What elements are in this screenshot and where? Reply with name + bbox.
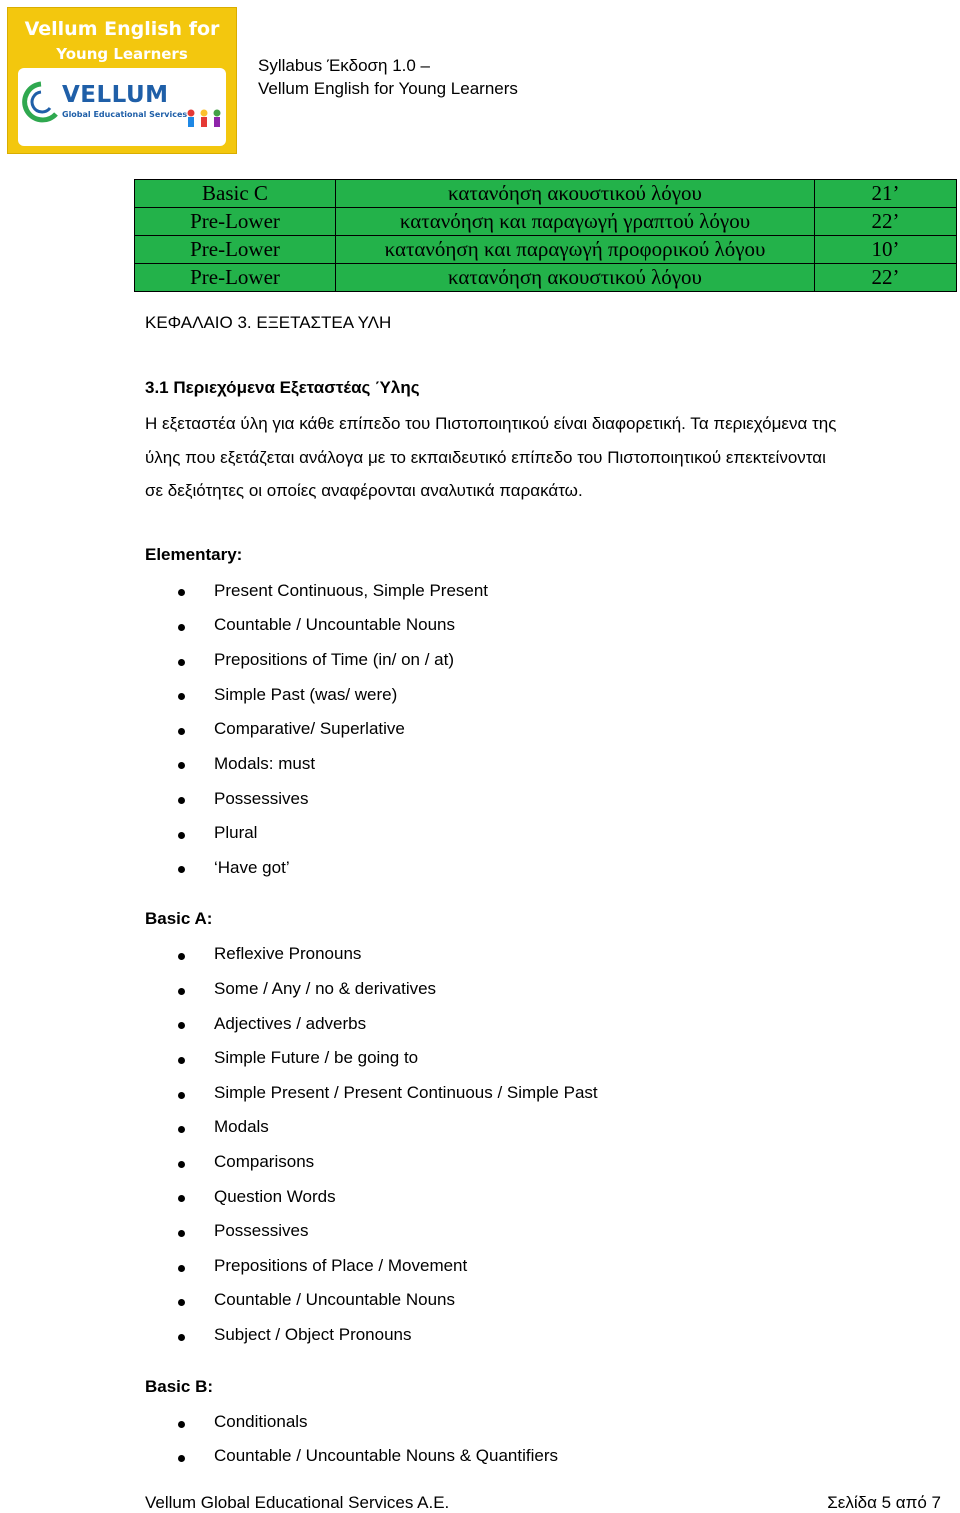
bullet-icon — [178, 797, 185, 804]
bullet-icon — [178, 988, 185, 995]
intro-line: ύλης που εξετάζεται ανάλογα με το εκπαιδευτικό επίπεδο του Πιστοποιητικού επεκτείνονται — [145, 447, 826, 467]
list-item: Modals — [214, 1117, 269, 1136]
list-item: Simple Future / be going to — [214, 1048, 419, 1067]
duration-cell: 22’ — [815, 264, 957, 292]
list-item: Simple Present / Present Continuous / Simple Past — [214, 1083, 598, 1102]
level-cell: Pre-Lower — [135, 264, 336, 292]
list-item: Modals: must — [214, 754, 316, 773]
bullet-icon — [178, 832, 185, 839]
bullet-icon — [178, 1230, 185, 1237]
footer-page-number: Σελίδα 5 από 7 — [827, 1493, 941, 1512]
duration-cell: 10’ — [815, 236, 957, 264]
kids-icon — [184, 108, 224, 134]
logo-title-line2: Young Learners — [56, 45, 188, 63]
list-item: Possessives — [214, 789, 309, 808]
list-item: Reflexive Pronouns — [214, 944, 362, 963]
globe-icon — [22, 80, 60, 132]
bullet-icon — [178, 659, 185, 666]
vellum-logo — [7, 7, 237, 154]
intro-line: Η εξεταστέα ύλη για κάθε επίπεδο του Πιστοποιητικού είναι διαφορετική. Τα περιεχόμενα της — [145, 414, 837, 433]
logo-panel — [18, 68, 226, 146]
bullet-icon — [178, 1265, 185, 1272]
level-heading-elementary: Elementary: — [145, 545, 243, 564]
logo-title-line1: Vellum English for — [24, 18, 220, 40]
bullet-icon — [178, 624, 185, 631]
bullet-icon — [178, 1092, 185, 1099]
duration-cell: 21’ — [815, 180, 957, 208]
list-item: Prepositions of Time (in/ on / at) — [214, 650, 454, 669]
skill-cell: κατανόηση ακουστικού λόγου — [336, 180, 815, 208]
bullet-icon — [178, 866, 185, 873]
bullet-icon — [178, 693, 185, 700]
list-item: Comparative/ Superlative — [214, 719, 405, 738]
list-item: Possessives — [214, 1221, 309, 1240]
list-item: Subject / Object Pronouns — [214, 1325, 412, 1344]
bullet-icon — [178, 953, 185, 960]
bullet-icon — [178, 1421, 185, 1428]
logo-tagline: Global Educational Services — [62, 110, 188, 119]
duration-cell: 22’ — [815, 208, 957, 236]
bullet-icon — [178, 762, 185, 769]
document-header — [258, 54, 518, 100]
header-version: Syllabus Έκδοση 1.0 – — [258, 56, 431, 75]
intro-line: σε δεξιότητες οι οποίες αναφέρονται αναλυτικά παρακάτω. — [145, 481, 583, 500]
section-heading: 3.1 Περιεχόμενα Εξεταστέας Ύλης — [145, 378, 420, 397]
level-cell: Pre-Lower — [135, 236, 336, 264]
list-item: Countable / Uncountable Nouns — [214, 615, 455, 634]
intro-paragraph — [145, 407, 945, 508]
list-item: Present Continuous, Simple Present — [214, 581, 489, 600]
table-row — [135, 180, 957, 208]
list-item: Countable / Uncountable Nouns — [214, 1290, 455, 1309]
footer-company: Vellum Global Educational Services A.E. — [145, 1493, 450, 1512]
table-row — [135, 236, 957, 264]
list-item: Conditionals — [214, 1412, 308, 1431]
list-item: ‘Have got’ — [214, 858, 290, 877]
bullet-icon — [178, 1126, 185, 1133]
table-row — [135, 264, 957, 292]
list-item: Simple Past (was/ were) — [214, 685, 398, 704]
exam-duration-table — [134, 179, 957, 292]
bullet-icon — [178, 728, 185, 735]
bullet-icon — [178, 1455, 185, 1462]
bullet-icon — [178, 1195, 185, 1202]
level-cell: Pre-Lower — [135, 208, 336, 236]
bullet-icon — [178, 589, 185, 596]
chapter-heading: ΚΕΦΑΛΑΙΟ 3. ΕΞΕΤΑΣΤΕΑ ΥΛΗ — [145, 313, 392, 332]
list-item: Comparisons — [214, 1152, 315, 1171]
bullet-icon — [178, 1022, 185, 1029]
list-item: Prepositions of Place / Movement — [214, 1256, 468, 1275]
list-item: Question Words — [214, 1187, 336, 1206]
skill-cell: κατανόηση ακουστικού λόγου — [336, 264, 815, 292]
list-item: Some / Any / no & derivatives — [214, 979, 437, 998]
bullet-icon — [178, 1161, 185, 1168]
skill-cell: κατανόηση και παραγωγή προφορικού λόγου — [336, 236, 815, 264]
header-title: Vellum English for Young Learners — [258, 79, 518, 98]
bullet-icon — [178, 1334, 185, 1341]
list-item: Adjectives / adverbs — [214, 1014, 367, 1033]
bullet-icon — [178, 1057, 185, 1064]
logo-brand: VELLUM — [62, 82, 169, 108]
bullet-icon — [178, 1299, 185, 1306]
list-item: Countable / Uncountable Nouns & Quantifiers — [214, 1446, 558, 1465]
skill-cell: κατανόηση και παραγωγή γραπτού λόγου — [336, 208, 815, 236]
level-heading-basic-a: Basic A: — [145, 909, 213, 928]
level-cell: Basic C — [135, 180, 336, 208]
level-heading-basic-b: Basic B: — [145, 1377, 214, 1396]
list-item: Plural — [214, 823, 258, 842]
table-row — [135, 208, 957, 236]
